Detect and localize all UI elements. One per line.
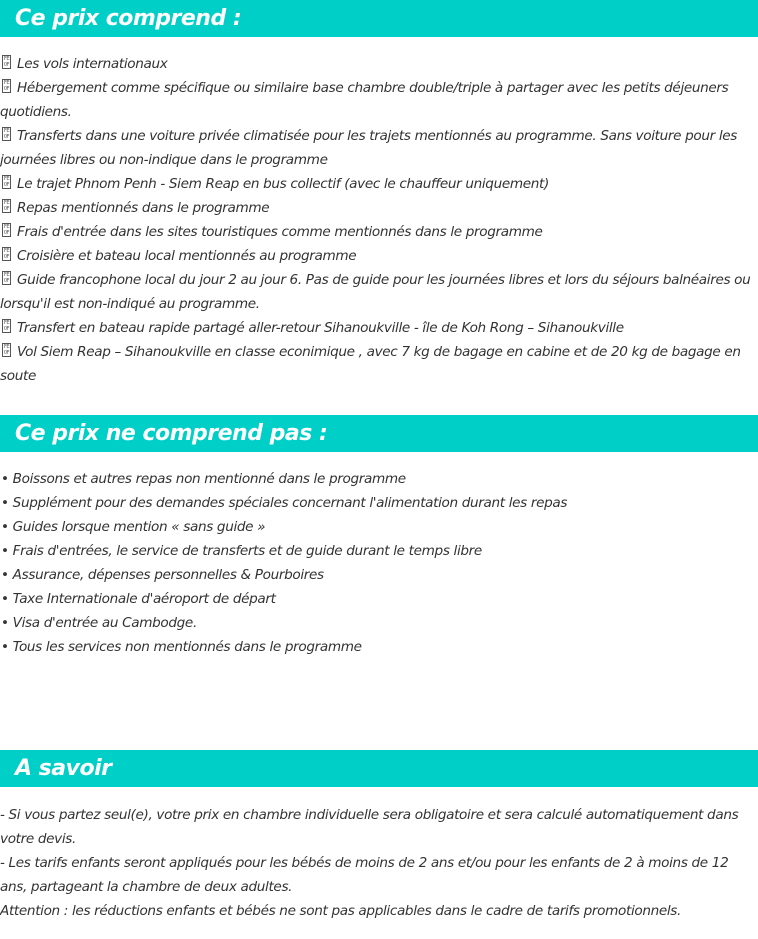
- list-item: [0, 635, 752, 659]
- list-item: [0, 587, 752, 611]
- list-item-text: Visa d'entrée au Cambodge.: [12, 615, 197, 631]
- list-item-text: Guide francophone local du jour 2 au jour 6. Pas de guide pour les journées libres et lors du séjours balnéaires ou lorsqu'il est non-indiqué au programme.: [0, 272, 751, 312]
- list-item-text: Le trajet Phnom Penh - Siem Reap en bus collectif (avec le chauffeur uniquement): [17, 176, 549, 192]
- list-item-text: Les vols internationaux: [17, 56, 168, 72]
- list-item-text: Taxe Internationale d'aéroport de départ: [12, 591, 276, 607]
- missing-glyph-box-icon: FE 0F: [3, 80, 10, 92]
- list-item: [0, 539, 752, 563]
- list-item-text: Assurance, dépenses personnelles & Pourboires: [12, 567, 324, 583]
- missing-glyph-box-icon: FE 0F: [3, 224, 10, 236]
- bullet-icon: •: [1, 567, 9, 583]
- missing-glyph-box-icon: FE 0F: [3, 176, 10, 188]
- list-item: [0, 268, 752, 316]
- list-item-text: Transferts dans une voiture privée climatisée pour les trajets mentionnés au programme. Sans voiture pour les journées libres ou non-indique dans le programme: [0, 128, 738, 168]
- list-item: [0, 52, 752, 76]
- list-item-text: Transfert en bateau rapide partagé aller-retour Sihanoukville - île de Koh Rong – Sihanoukville: [17, 320, 624, 336]
- list-item: [0, 515, 752, 539]
- included-section-title: Ce prix comprend :: [0, 0, 758, 37]
- list-item-text: Hébergement comme spécifique ou similaire base chambre double/triple à partager avec les petits déjeuners quotidiens.: [0, 80, 729, 120]
- list-item-text: Vol Siem Reap – Sihanoukville en classe econimique , avec 7 kg de bagage en cabine et de 20 kg de bagage en soute: [0, 344, 741, 384]
- info-notes: [0, 803, 752, 923]
- list-item: [0, 563, 752, 587]
- bullet-icon: •: [1, 495, 9, 511]
- info-section-title: A savoir: [0, 750, 758, 787]
- included-list: [0, 52, 752, 388]
- list-item: [0, 611, 752, 635]
- bullet-icon: •: [1, 543, 9, 559]
- bullet-icon: •: [1, 519, 9, 535]
- list-item-text: Frais d'entrées, le service de transferts et de guide durant le temps libre: [12, 543, 482, 559]
- list-item-text: Boissons et autres repas non mentionné dans le programme: [12, 471, 406, 487]
- info-line: - Si vous partez seul(e), votre prix en chambre individuelle sera obligatoire et sera calculé automatiquement dans votre devis.: [0, 807, 739, 847]
- missing-glyph-box-icon: FE 0F: [3, 344, 10, 356]
- info-line: Attention : les réductions enfants et bébés ne sont pas applicables dans le cadre de tarifs promotionnels.: [0, 903, 682, 919]
- list-item-text: Frais d'entrée dans les sites touristiques comme mentionnés dans le programme: [17, 224, 543, 240]
- list-item-text: Guides lorsque mention « sans guide »: [12, 519, 266, 535]
- list-item: [0, 491, 752, 515]
- list-item-text: Supplément pour des demandes spéciales concernant l'alimentation durant les repas: [12, 495, 568, 511]
- missing-glyph-box-icon: FE 0F: [3, 56, 10, 68]
- list-item: [0, 316, 752, 340]
- list-item: [0, 76, 752, 124]
- list-item: [0, 172, 752, 196]
- bullet-icon: •: [1, 591, 9, 607]
- excluded-list: [0, 467, 752, 659]
- missing-glyph-box-icon: FE 0F: [3, 200, 10, 212]
- list-item-text: Repas mentionnés dans le programme: [17, 200, 270, 216]
- bullet-icon: •: [1, 471, 9, 487]
- list-item: [0, 244, 752, 268]
- list-item: [0, 220, 752, 244]
- missing-glyph-box-icon: FE 0F: [3, 320, 10, 332]
- bullet-icon: •: [1, 639, 9, 655]
- excluded-section-title: Ce prix ne comprend pas :: [0, 415, 758, 452]
- list-item: [0, 340, 752, 388]
- info-line: - Les tarifs enfants seront appliqués pour les bébés de moins de 2 ans et/ou pour les enfants de 2 à moins de 12 ans, partageant la chambre de deux adultes.: [0, 855, 729, 895]
- list-item-text: Tous les services non mentionnés dans le programme: [12, 639, 362, 655]
- bullet-icon: •: [1, 615, 9, 631]
- missing-glyph-box-icon: FE 0F: [3, 248, 10, 260]
- list-item: [0, 196, 752, 220]
- missing-glyph-box-icon: FE 0F: [3, 272, 10, 284]
- missing-glyph-box-icon: FE 0F: [3, 128, 10, 140]
- list-item: [0, 124, 752, 172]
- list-item: [0, 467, 752, 491]
- list-item-text: Croisière et bateau local mentionnés au programme: [17, 248, 357, 264]
